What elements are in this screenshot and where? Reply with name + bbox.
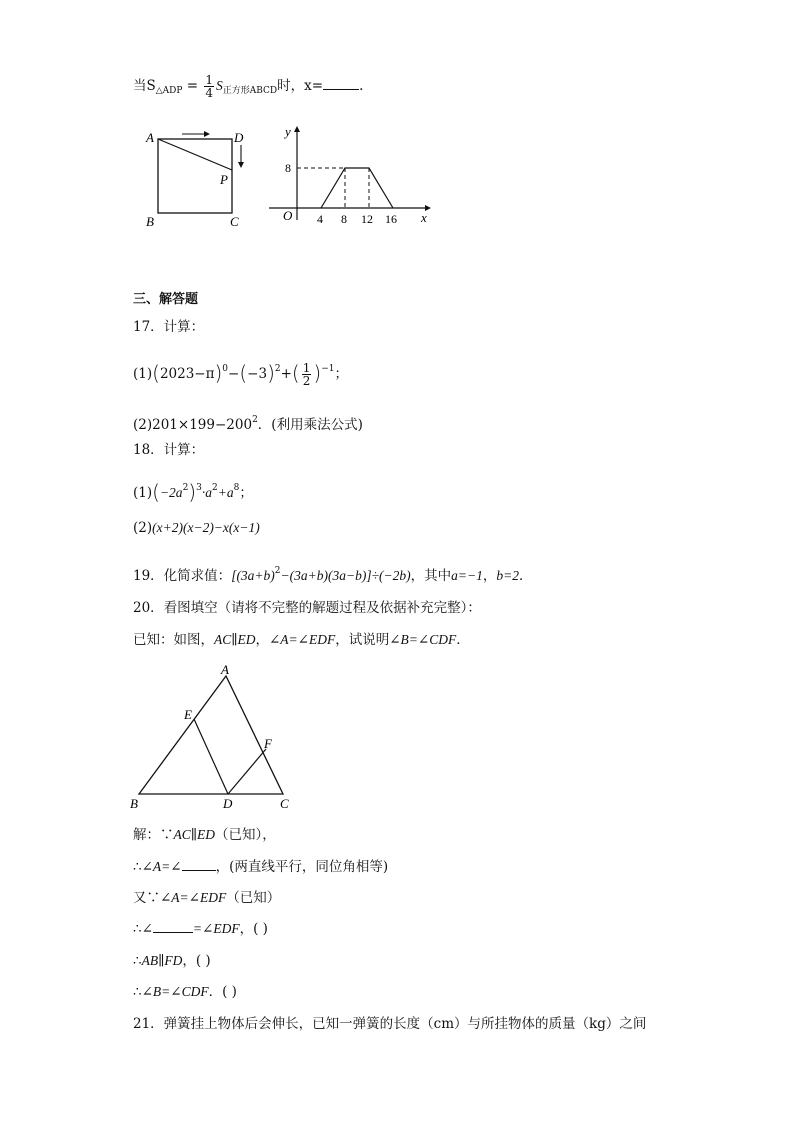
q20-step4: ∴∠ =∠EDF，( )	[133, 921, 268, 937]
y-tick-8: 8	[285, 161, 291, 175]
q18-part2: (2)(x+2)(x−2)−x(x−1)	[133, 520, 260, 536]
label-a: A	[221, 662, 229, 677]
q20-step1: 解：∵AC∥ED（已知），	[133, 827, 276, 843]
answer-blank	[182, 858, 216, 871]
q16-condition: 当$S_{\triangle ADP}$ = $\frac{1}{4}$ $S_{正方形ABCD}$时，x= .	[133, 73, 364, 100]
function-graph	[265, 120, 435, 230]
label-b: B	[130, 796, 138, 811]
label-b: B	[146, 214, 154, 229]
q20-given: 已知：如图，AC∥ED，∠A=∠EDF，试说明∠B=∠CDF．	[133, 632, 470, 648]
q21-stem: 21．弹簧挂上物体后会伸长，已知一弹簧的长度（cm）与所挂物体的质量（kg）之间	[133, 1016, 647, 1032]
q18-part1: $(1)(-2a^2)^3\cdot a^2+a^8$；	[133, 480, 253, 504]
q19: 19．化简求值：$[(3a+b)^2-(3a+b)(3a-b)]\div(-2b)$，其中a=−1，b=2．	[133, 566, 533, 584]
square-figure	[140, 122, 250, 232]
answer-blank	[323, 77, 359, 90]
label-d: D	[234, 130, 244, 145]
area-symbol: $S_{\triangle ADP}$	[146, 78, 183, 96]
q20-step5: ∴AB∥FD，( )	[133, 953, 211, 969]
fraction-one-quarter: $\frac{1}{4}$	[205, 73, 213, 100]
q20-step6: ∴∠B=∠CDF．( )	[133, 984, 237, 1000]
section-title: 三、解答题	[133, 292, 199, 307]
x-tick-12: 12	[361, 212, 373, 226]
x-axis-label: x	[421, 210, 427, 225]
x-tick-8: 8	[341, 212, 347, 226]
q20-stem: 20．看图填空（请将不完整的解题过程及依据补充完整）：	[133, 600, 481, 616]
label-d: D	[223, 796, 233, 811]
label-c: C	[230, 214, 239, 229]
label-a: A	[146, 130, 154, 145]
origin-label: O	[283, 208, 293, 223]
q20-step3: 又∵∠A=∠EDF（已知）	[133, 890, 281, 906]
answer-blank	[153, 920, 193, 933]
q18-stem: 18．计算：	[133, 442, 205, 458]
q20-step2: ∴∠A=∠ ，(两直线平行，同位角相等)	[133, 859, 389, 875]
q17-stem: 17．计算：	[133, 319, 205, 335]
q17-part1: $(1)(2023-\pi)^0-(-3)^2+$( $\frac{1}{2}$ )$^{-1}$；	[133, 361, 348, 388]
triangle-figure	[128, 662, 300, 812]
label-e: E	[184, 707, 192, 722]
fraction-one-half: $\frac{1}{2}$	[302, 361, 311, 388]
x-tick-4: 4	[317, 212, 323, 226]
label-f: F	[264, 736, 272, 751]
q17-part2: $(2)201\times 199-200^2$．(利用乘法公式)	[133, 415, 363, 433]
x-tick-16: 16	[385, 212, 397, 226]
y-axis-label: y	[285, 124, 291, 139]
label-p: P	[220, 172, 228, 187]
label-c: C	[280, 796, 289, 811]
